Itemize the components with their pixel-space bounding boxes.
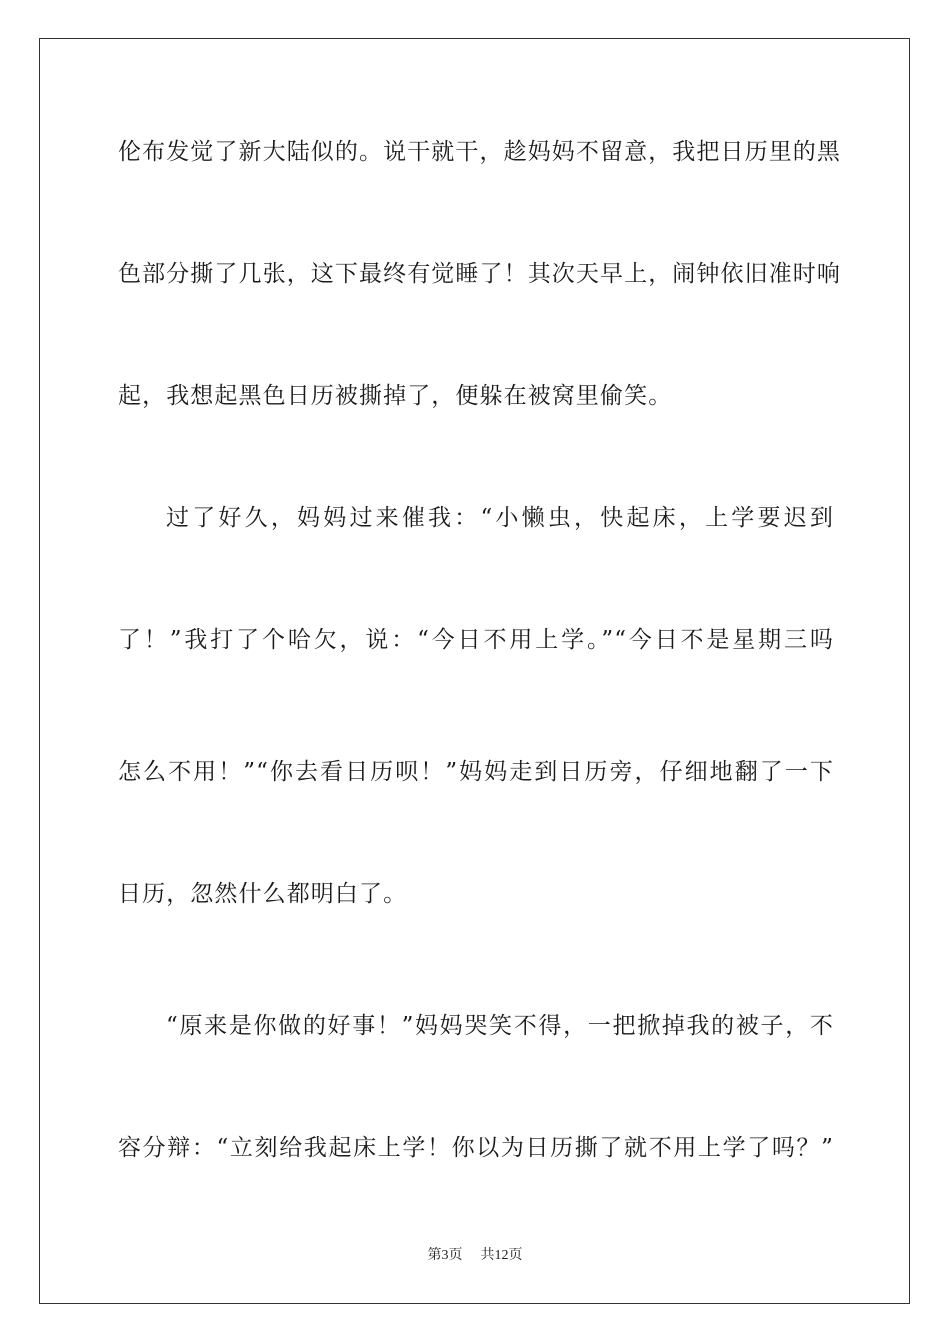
text-line-2: 色部分撕了几张，这下最终有觉睡了！其次天早上，闹钟依旧准时响 [118, 261, 841, 287]
page-footer [0, 1247, 950, 1265]
text-line-7: 日历，忽然什么都明白了。 [118, 881, 408, 907]
text-line-3: 起，我想起黑色日历被撕掉了，便躲在被窝里偷笑。 [118, 383, 673, 409]
text-line-6: 怎么不用！”“你去看日历呗！”妈妈走到日历旁，仔细地翻了一下 [118, 759, 834, 785]
page-number: 第3页 [427, 1248, 463, 1263]
text-line-1: 伦布发觉了新大陆似的。说干就干，趁妈妈不留意，我把日历里的黑 [118, 139, 841, 165]
text-line-8: “原来是你做的好事！”妈妈哭笑不得，一把掀掉我的被子，不 [166, 1013, 834, 1039]
page-total: 共12页 [480, 1248, 523, 1263]
text-line-4: 过了好久，妈妈过来催我：“小懒虫，快起床，上学要迟到 [166, 505, 834, 531]
text-line-5: 了！”我打了个哈欠，说：“今日不用上学。”“今日不是星期三吗 [118, 627, 834, 653]
text-line-9: 容分辩：“立刻给我起床上学！你以为日历撕了就不用上学了吗？” [118, 1135, 834, 1161]
page-border [39, 38, 910, 1304]
